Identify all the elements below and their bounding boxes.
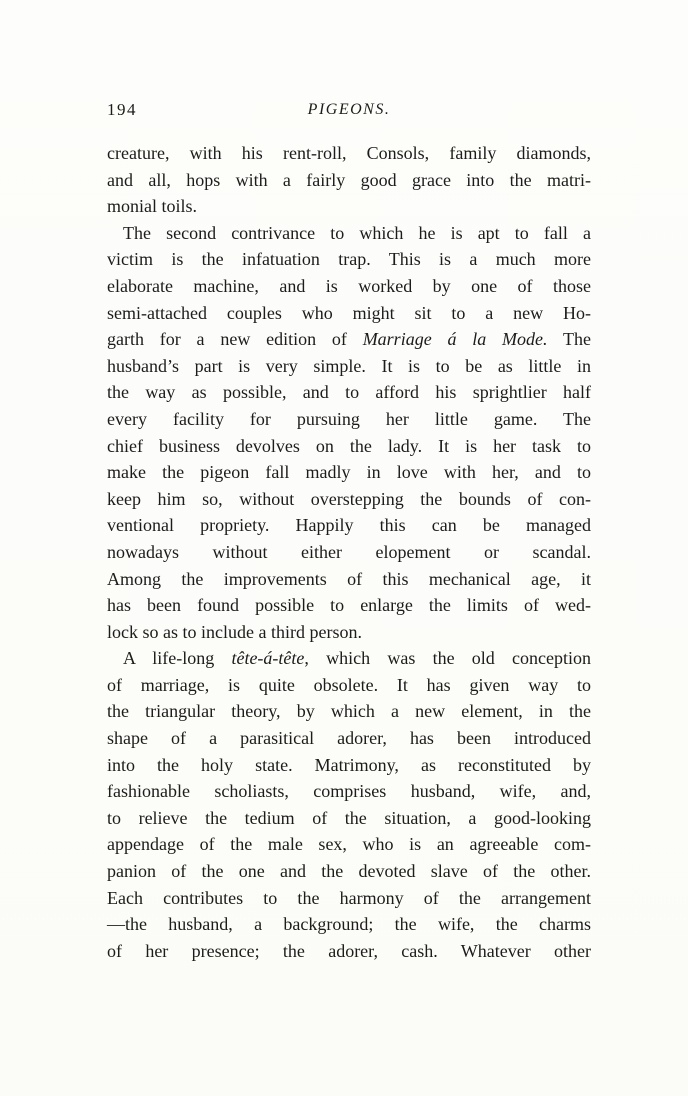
text-line (107, 938, 591, 965)
text-line (107, 698, 591, 725)
running-title: PIGEONS. (307, 101, 391, 118)
text-line (107, 778, 591, 805)
text-line (107, 645, 591, 672)
text-line (107, 220, 591, 247)
text-line (107, 619, 591, 646)
text-segment: shape of a parasitical adorer, has been introduced (107, 728, 591, 749)
italic-text-segment: Marriage á la Mode. (362, 329, 548, 350)
text-line (107, 911, 591, 938)
text-line (107, 805, 591, 832)
text-line (107, 167, 591, 194)
text-segment: every facility for pursuing her little game. The (107, 408, 591, 429)
text-line (107, 539, 591, 566)
text-segment: of her presence; the adorer, cash. Whatever other (107, 940, 591, 961)
text-line (107, 725, 591, 752)
text-segment: The (547, 329, 591, 350)
text-segment: elaborate machine, and is worked by one of those (107, 275, 591, 296)
text-segment: fashionable scholiasts, comprises husband, wife, and, (107, 781, 591, 802)
text-segment: and all, hops with a fairly good grace into the matri- (107, 169, 591, 190)
italic-text-segment: tête-á-tête (231, 648, 305, 669)
page-number: 194 (107, 100, 137, 119)
text-line (107, 326, 591, 353)
text-segment: the triangular theory, by which a new element, in the (107, 701, 591, 722)
text-line (107, 486, 591, 513)
text-segment: , which was the old conception (304, 648, 591, 669)
text-segment: of marriage, is quite obsolete. It has given way to (107, 674, 591, 695)
text-line (107, 246, 591, 273)
text-segment: ventional propriety. Happily this can be managed (107, 515, 591, 536)
text-segment: —the husband, a background; the wife, the charms (107, 914, 591, 935)
text-segment: has been found possible to enlarge the limits of wed- (107, 595, 591, 616)
text-segment: creature, with his rent-roll, Consols, family diamonds, (107, 143, 591, 163)
page-header (107, 100, 591, 124)
text-line (107, 831, 591, 858)
text-segment: make the pigeon fall madly in love with her, and to (107, 462, 591, 483)
text-line (107, 512, 591, 539)
text-segment: Each contributes to the harmony of the arrangement (107, 887, 591, 908)
text-segment: panion of the one and the devoted slave of the other. (107, 861, 591, 882)
text-segment: Among the improvements of this mechanical age, it (107, 568, 591, 589)
text-segment: into the holy state. Matrimony, as reconstituted by (107, 754, 591, 775)
text-segment: the way as possible, and to afford his sprightlier half (107, 382, 591, 403)
text-line (107, 592, 591, 619)
text-segment: nowadays without either elopement or scandal. (107, 541, 591, 562)
text-line (107, 273, 591, 300)
text-line (107, 379, 591, 406)
text-line (107, 406, 591, 433)
text-segment: chief business devolves on the lady. It is her task to (107, 435, 591, 456)
text-segment: The second contrivance to which he is apt to fall a (123, 222, 591, 243)
text-segment: A life-long (123, 648, 232, 669)
text-segment: monial toils. (107, 196, 197, 217)
text-segment: lock so as to include a third person. (107, 621, 362, 642)
text-segment: semi-attached couples who might sit to a new Ho- (107, 302, 591, 323)
text-segment: to relieve the tedium of the situation, a good-looking (107, 807, 591, 828)
text-line (107, 353, 591, 380)
text-line (107, 459, 591, 486)
text-segment: victim is the infatuation trap. This is a much more (107, 249, 591, 270)
text-line (107, 433, 591, 460)
text-segment: garth for a new edition of (107, 329, 363, 350)
text-segment: keep him so, without overstepping the bounds of con- (107, 488, 591, 509)
text-line (107, 566, 591, 593)
text-segment: husband’s part is very simple. It is to be as little in (107, 355, 591, 376)
text-line (107, 885, 591, 912)
text-line (107, 193, 591, 220)
text-line (107, 752, 591, 779)
text-line (107, 300, 591, 327)
text-line (107, 672, 591, 699)
text-line (107, 140, 591, 167)
text-segment: appendage of the male sex, who is an agreeable com- (107, 834, 591, 855)
text-block (107, 140, 591, 964)
text-line (107, 858, 591, 885)
